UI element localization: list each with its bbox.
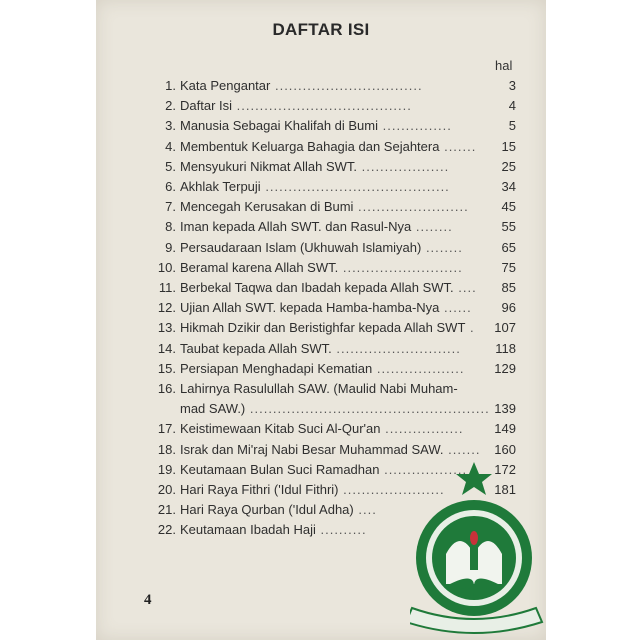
toc-entry-title-text: Beramal karena Allah SWT. — [180, 259, 339, 275]
toc-entry-leader-dots: .... — [353, 502, 377, 518]
toc-entry-page: 45 — [501, 199, 516, 215]
toc-entry-leader-dots: ................. — [380, 421, 464, 437]
toc-entry-title-text: Keutamaan Bulan Suci Ramadhan — [180, 461, 380, 477]
toc-entry-title-text: Akhlak Terpuji — [180, 179, 261, 194]
toc-entry-leader-dots: .......... — [315, 522, 367, 538]
toc-entry — [96, 76, 546, 96]
toc-entry-page: 149 — [494, 421, 516, 437]
toc-entry-page: 96 — [501, 300, 516, 316]
toc-entry-title-text: Hari Raya Fithri ('Idul Fithri) — [180, 482, 339, 497]
toc-entry-page: 5 — [508, 118, 516, 134]
toc-entry-page: 139 — [494, 401, 516, 417]
toc-entry-leader-dots: ...................... — [338, 482, 445, 497]
toc-entry-title-text: Hikmah Dzikir dan Beristighfar kepada Allah SWT — [180, 320, 466, 336]
toc-entry-title-text: Keistimewaan Kitab Suci Al-Qur'an — [180, 421, 381, 437]
toc-entry-number: 9. — [165, 239, 176, 255]
toc-entry-title-text: Mencegah Kerusakan di Bumi — [180, 199, 354, 215]
toc-entry-page: 55 — [501, 219, 516, 235]
toc-entry-title-text: mad SAW.) — [180, 401, 246, 417]
toc-entry-leader-dots: .................................................... — [245, 401, 490, 417]
toc-entry-number: 10. — [157, 259, 176, 275]
toc-entry-page: 65 — [501, 239, 516, 255]
toc-entry-number: 15. — [157, 360, 176, 376]
toc-entry-title-text: Daftar Isi — [180, 98, 233, 114]
toc-entry-number: 4. — [165, 138, 176, 154]
toc-entry — [96, 116, 546, 136]
toc-entry-page: 160 — [494, 441, 516, 457]
toc-entry-number: 1. — [165, 78, 176, 93]
page-number: 4 — [144, 592, 152, 608]
toc-entry-title — [180, 258, 463, 278]
toc-entry-number: 11. — [158, 280, 176, 295]
toc-entry-title-text: Hari Raya Qurban ('Idul Adha) — [180, 502, 354, 518]
toc-entry-title — [180, 379, 458, 399]
toc-entry — [96, 379, 546, 399]
toc-entry-title — [180, 318, 475, 338]
toc-entry-title-text: Taubat kepada Allah SWT. — [180, 340, 332, 356]
toc-entry-leader-dots: ....... — [443, 441, 481, 457]
toc-entry-title — [180, 76, 423, 96]
toc-entry-title-text: Mensyukuri Nikmat Allah SWT. — [180, 158, 357, 174]
toc-entry-title — [180, 480, 445, 500]
library-stamp-logo — [410, 458, 570, 640]
toc-entry-leader-dots: ....... — [439, 138, 477, 154]
toc-entry — [96, 177, 546, 197]
toc-entry-leader-dots: .... — [453, 280, 477, 295]
toc-entry-number: 17. — [157, 421, 176, 437]
toc-entry-number: 14. — [157, 340, 176, 356]
toc-entry — [96, 96, 546, 116]
toc-entry-title — [180, 278, 477, 298]
toc-entry-leader-dots: ................................ — [270, 78, 423, 93]
toc-entry-number: 13. — [157, 320, 176, 336]
toc-entry-title-text: Israk dan Mi'raj Nabi Besar Muhammad SAW. — [180, 441, 444, 457]
toc-entry — [96, 298, 546, 318]
toc-entry-number: 8. — [165, 219, 176, 235]
toc-entry-title — [180, 96, 412, 116]
toc-entry — [96, 258, 546, 278]
toc-entry-leader-dots: ................... — [357, 158, 450, 174]
toc-entry-title-text: Berbekal Taqwa dan Ibadah kepada Allah SWT. — [180, 280, 454, 295]
toc-entry-number: 3. — [165, 118, 176, 134]
toc-entry-title — [180, 500, 377, 520]
toc-entry-title — [180, 359, 465, 379]
toc-entry-page: 3 — [508, 78, 516, 93]
toc-entry-page: 75 — [501, 259, 516, 275]
toc-entry-title-text: Membentuk Keluarga Bahagia dan Sejahtera — [180, 138, 440, 154]
toc-entry-page: 118 — [495, 340, 516, 356]
toc-entry-number: 16. — [157, 381, 176, 396]
toc-entry-title-text: Persaudaraan Islam (Ukhuwah Islamiyah) — [180, 239, 422, 255]
toc-entry-title-text: Persiapan Menghadapi Kematian — [180, 360, 373, 376]
toc-entry — [96, 359, 546, 379]
toc-entry-leader-dots: ...... — [439, 300, 472, 316]
toc-entry-title — [180, 339, 461, 359]
toc-entry-title-text: Keutamaan Ibadah Haji — [180, 522, 316, 538]
star-icon — [456, 462, 492, 495]
toc-entry — [96, 197, 546, 217]
toc-entry — [96, 339, 546, 359]
toc-entry-title — [180, 197, 469, 217]
toc-entry-title — [180, 116, 452, 136]
toc-entry-leader-dots: .......................... — [338, 259, 463, 275]
toc-entry-leader-dots: ........ — [421, 239, 463, 255]
toc-entry — [96, 278, 546, 298]
toc-entry-leader-dots: .................. — [379, 461, 468, 477]
toc-entry-page: 15 — [501, 138, 516, 154]
toc-entry-page: 172 — [494, 461, 516, 477]
toc-entry-number: 22. — [157, 522, 176, 538]
toc-entry-leader-dots: ........................................ — [260, 179, 450, 194]
toc-entry — [96, 157, 546, 177]
toc-entry-page: 129 — [494, 360, 516, 376]
toc-entry-title — [180, 217, 453, 237]
toc-entry-page: 4 — [508, 98, 516, 114]
toc-entry-title — [180, 157, 449, 177]
toc-entry-leader-dots: ........................ — [353, 199, 469, 215]
toc-entry-number: 7. — [165, 199, 176, 215]
toc-entry-title-text: Manusia Sebagai Khalifah di Bumi — [180, 118, 379, 134]
toc-entry-number: 19. — [157, 461, 176, 477]
toc-entry — [96, 440, 546, 460]
toc-entry-title-text: Lahirnya Rasulullah SAW. (Maulid Nabi Muham- — [180, 381, 458, 396]
toc-entry-title — [180, 399, 490, 419]
toc-entry-title-text: Kata Pengantar — [180, 78, 271, 93]
toc-entry-number: 12. — [157, 300, 176, 316]
toc-entry — [96, 238, 546, 258]
toc-entry-leader-dots: ...................................... — [232, 98, 412, 114]
toc-entry-number: 2. — [165, 98, 176, 114]
toc-entry-title-text: Ujian Allah SWT. kepada Hamba-hamba-Nya — [180, 300, 440, 316]
toc-entry-title — [180, 440, 480, 460]
toc-entry-page: 25 — [501, 158, 516, 174]
toc-entry-leader-dots: ........ — [411, 219, 453, 235]
toc-entry-leader-dots: ........................... — [331, 340, 461, 356]
toc-entry-number: 18. — [157, 441, 176, 457]
toc-entry-title-text: Iman kepada Allah SWT. dan Rasul-Nya — [180, 219, 412, 235]
toc-entry-title — [180, 298, 472, 318]
toc-entry-page: 85 — [501, 280, 516, 295]
toc-entry — [96, 399, 546, 419]
toc-entry-leader-dots: . — [465, 320, 475, 336]
page-column-header: hal — [495, 58, 513, 73]
toc-entry-page: 107 — [494, 320, 516, 336]
toc-entry-title — [180, 137, 476, 157]
toc-entry-title — [180, 419, 463, 439]
toc-entry-number: 5. — [165, 158, 176, 174]
toc-entry-leader-dots: ............... — [378, 118, 452, 134]
toc-entry — [96, 419, 546, 439]
toc-entry — [96, 217, 546, 237]
toc-entry — [96, 318, 546, 338]
toc-entry-number: 6. — [165, 179, 176, 194]
toc-entry-number: 21. — [157, 502, 176, 518]
toc-entry-leader-dots: ................... — [372, 360, 465, 376]
toc-entry-title — [180, 177, 450, 197]
toc-entry-number: 20. — [157, 482, 176, 497]
toc-entry-title — [180, 238, 463, 258]
toc-entry — [96, 137, 546, 157]
toc-entry-title — [180, 520, 367, 540]
page-title: DAFTAR ISI — [272, 20, 370, 39]
toc-entry-page: 181 — [494, 482, 516, 497]
toc-entry-page: 34 — [501, 179, 516, 194]
